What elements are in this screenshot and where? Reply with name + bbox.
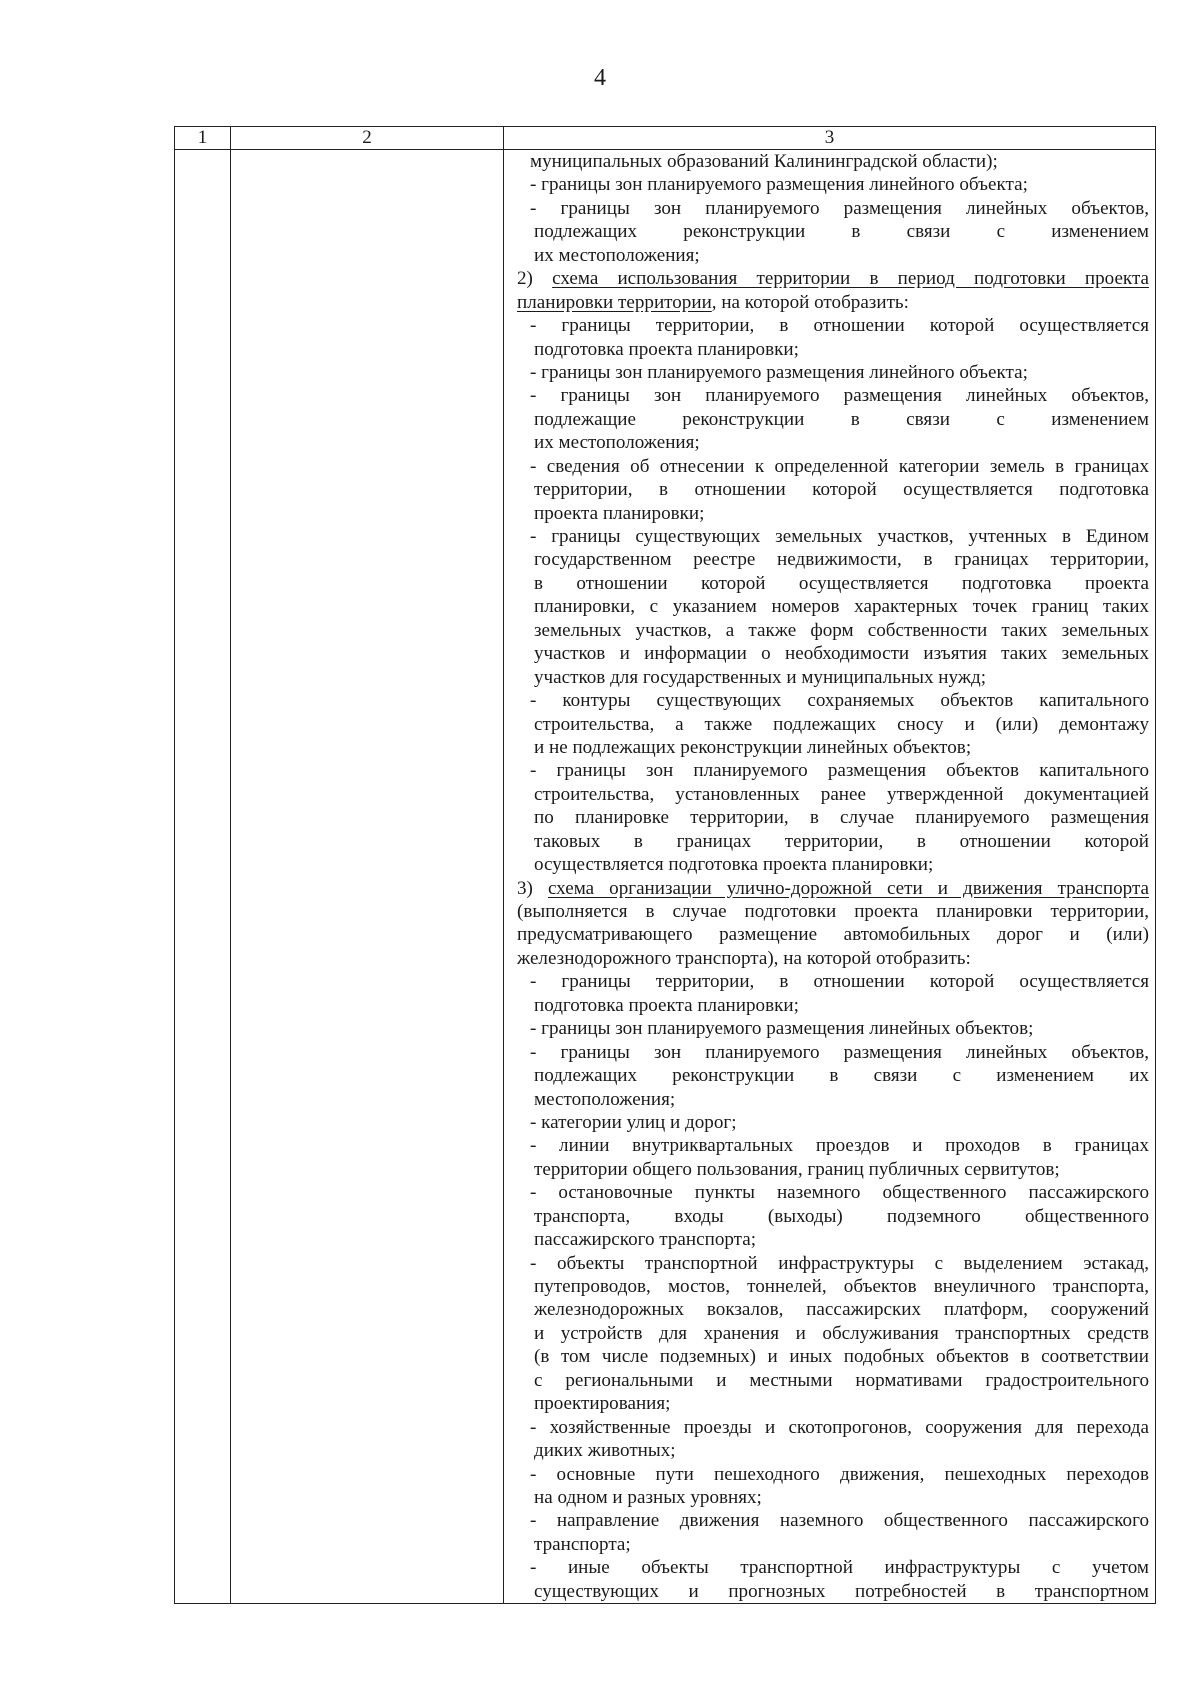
table-header-row bbox=[175, 127, 1156, 150]
text-line bbox=[517, 267, 1149, 290]
line-text: - границы территории, в отношении которой осуществляется bbox=[530, 315, 1149, 337]
column-header-2: 2 bbox=[231, 127, 504, 150]
line-text: строительства, а также подлежащих сносу и (или) демонтажу bbox=[534, 713, 1149, 735]
text-line bbox=[517, 431, 1149, 454]
text-line bbox=[517, 1158, 1149, 1181]
line-text: подготовка проекта планировки; bbox=[534, 338, 799, 360]
text-line bbox=[517, 1275, 1149, 1298]
text-line bbox=[517, 244, 1149, 267]
text-line bbox=[517, 994, 1149, 1017]
line-text: строительства, установленных ранее утвержденной документацией bbox=[534, 783, 1149, 805]
text-line bbox=[517, 1580, 1149, 1603]
line-text: железнодорожных вокзалов, пассажирских платформ, сооружений bbox=[534, 1299, 1149, 1321]
line-text: подлежащих реконструкции в связи с изменением их bbox=[534, 1065, 1149, 1087]
line-text: - границы зон планируемого размещения линейного объекта; bbox=[530, 361, 1028, 383]
text-line bbox=[517, 408, 1149, 431]
line-text: территории, в отношении которой осуществляется подготовка bbox=[534, 479, 1149, 501]
text-line bbox=[517, 291, 1149, 314]
text-line bbox=[517, 525, 1149, 548]
text-line bbox=[517, 689, 1149, 712]
text-line bbox=[517, 947, 1149, 970]
line-text: - линии внутриквартальных проездов и проходов в границах bbox=[530, 1135, 1149, 1157]
line-text: участков для государственных и муниципальных нужд; bbox=[534, 666, 987, 688]
line-text: проектирования; bbox=[534, 1393, 671, 1415]
line-text: подготовка проекта планировки; bbox=[534, 994, 799, 1016]
text-line bbox=[517, 1205, 1149, 1228]
text-line bbox=[517, 502, 1149, 525]
requirements-table bbox=[174, 126, 1156, 1604]
line-text: с региональными и местными нормативами градостроительного bbox=[534, 1369, 1149, 1391]
cell-col1 bbox=[175, 150, 231, 1604]
text-line bbox=[517, 806, 1149, 829]
text-line bbox=[517, 1111, 1149, 1134]
cell-col3-content bbox=[504, 150, 1155, 1603]
line-text: - сведения об отнесении к определенной категории земель в границах bbox=[530, 455, 1149, 477]
text-line bbox=[517, 666, 1149, 689]
text-line bbox=[517, 713, 1149, 736]
list-number: 3) bbox=[517, 877, 548, 899]
line-text: их местоположения; bbox=[534, 432, 700, 454]
line-text: транспорта, входы (выходы) подземного общественного bbox=[534, 1205, 1149, 1227]
text-line bbox=[517, 220, 1149, 243]
text-line bbox=[517, 830, 1149, 853]
line-text: путепроводов, мостов, тоннелей, объектов внеуличного транспорта, bbox=[534, 1276, 1149, 1297]
line-text: - границы зон планируемого размещения линейных объектов, bbox=[530, 1041, 1149, 1063]
text-line bbox=[517, 877, 1149, 900]
line-text: пассажирского транспорта; bbox=[534, 1229, 757, 1251]
text-line bbox=[517, 150, 1149, 173]
line-text: - границы зон планируемого размещения линейных объектов; bbox=[530, 1018, 1034, 1040]
text-line bbox=[517, 361, 1149, 384]
text-line bbox=[517, 1556, 1149, 1579]
line-text: транспорта; bbox=[534, 1533, 631, 1555]
text-line bbox=[517, 970, 1149, 993]
line-text: территории общего пользования, границ публичных сервитутов; bbox=[534, 1158, 1060, 1180]
column-header-1: 1 bbox=[175, 127, 231, 150]
line-text: - границы территории, в отношении которой осуществляется bbox=[530, 971, 1149, 993]
line-text: земельных участков, а также форм собственности таких земельных bbox=[534, 619, 1149, 641]
section-heading: планировки территории bbox=[517, 291, 712, 313]
text-line bbox=[517, 1228, 1149, 1251]
text-line bbox=[517, 1463, 1149, 1486]
line-text: подлежащие реконструкции в связи с изменением bbox=[534, 408, 1149, 430]
text-line bbox=[517, 1416, 1149, 1439]
text-line bbox=[517, 1369, 1149, 1392]
line-text: (выполняется в случае подготовки проекта планировки территории, bbox=[517, 901, 1149, 922]
text-line bbox=[517, 314, 1149, 337]
text-line bbox=[517, 1345, 1149, 1368]
line-text: - границы существующих земельных участков, учтенных в Едином bbox=[530, 526, 1149, 547]
line-text: - границы зон планируемого размещения линейных объектов, bbox=[530, 385, 1149, 407]
text-line bbox=[517, 1064, 1149, 1087]
text-line bbox=[517, 1486, 1149, 1509]
column-header-3: 3 bbox=[504, 127, 1156, 150]
text-line bbox=[517, 619, 1149, 642]
text-line bbox=[517, 1509, 1149, 1532]
section-heading: схема организации улично-дорожной сети и движения транспорта bbox=[547, 877, 1149, 899]
line-text: в отношении которой осуществляется подготовка проекта bbox=[534, 572, 1149, 594]
line-text: - хозяйственные проезды и скотопрогонов, сооружения для перехода bbox=[530, 1416, 1149, 1438]
line-text: таковых в границах территории, в отношении которой bbox=[534, 830, 1149, 852]
line-text: - границы зон планируемого размещения линейного объекта; bbox=[530, 174, 1028, 196]
page-number: 4 bbox=[594, 65, 606, 91]
text-line bbox=[517, 1533, 1149, 1556]
section-heading: схема использования территории в период подготовки проекта bbox=[552, 268, 1149, 290]
text-line bbox=[517, 455, 1149, 478]
text-line bbox=[517, 1088, 1149, 1111]
line-text: государственном реестре недвижимости, в границах территории, bbox=[534, 549, 1149, 571]
text-line bbox=[517, 548, 1149, 571]
text-line bbox=[517, 1252, 1149, 1275]
line-text: на одном и разных уровнях; bbox=[534, 1486, 762, 1508]
line-text: - направление движения наземного общественного пассажирского bbox=[530, 1510, 1149, 1532]
text-line bbox=[517, 1439, 1149, 1462]
line-text: - категории улиц и дорог; bbox=[530, 1111, 737, 1133]
line-text: и устройств для хранения и обслуживания транспортных средств bbox=[534, 1322, 1149, 1344]
text-line bbox=[517, 923, 1149, 946]
text-line bbox=[517, 572, 1149, 595]
line-text: диких животных; bbox=[534, 1440, 676, 1462]
line-text: - остановочные пункты наземного общественного пассажирского bbox=[530, 1182, 1149, 1204]
text-line bbox=[517, 595, 1149, 618]
text-line bbox=[517, 900, 1149, 923]
text-line bbox=[517, 1392, 1149, 1415]
line-text: железнодорожного транспорта), на которой отобразить: bbox=[517, 947, 971, 969]
line-text: по планировке территории, в случае планируемого размещения bbox=[534, 807, 1149, 829]
line-text: местоположения; bbox=[534, 1088, 676, 1110]
line-text: , на которой отобразить: bbox=[711, 291, 909, 313]
line-text: их местоположения; bbox=[534, 244, 700, 266]
line-text: - границы зон планируемого размещения объектов капитального bbox=[530, 760, 1149, 782]
line-text: - иные объекты транспортной инфраструктуры с учетом bbox=[530, 1557, 1149, 1579]
table-body-row bbox=[175, 150, 1156, 1604]
cell-col3 bbox=[504, 150, 1156, 1604]
line-text: существующих и прогнозных потребностей в транспортном bbox=[534, 1580, 1149, 1602]
text-line bbox=[517, 338, 1149, 361]
line-text: и не подлежащих реконструкции линейных объектов; bbox=[534, 736, 972, 758]
text-line bbox=[517, 1298, 1149, 1321]
list-number: 2) bbox=[517, 268, 553, 290]
text-line bbox=[517, 1181, 1149, 1204]
text-line bbox=[517, 197, 1149, 220]
text-line bbox=[517, 478, 1149, 501]
line-text: - объекты транспортной инфраструктуры с выделением эстакад, bbox=[530, 1252, 1149, 1274]
line-text: осуществляется подготовка проекта планировки; bbox=[534, 854, 934, 876]
line-text: проекта планировки; bbox=[534, 502, 705, 524]
line-text: - контуры существующих сохраняемых объектов капитального bbox=[530, 690, 1149, 712]
text-line bbox=[517, 736, 1149, 759]
line-text: (в том числе подземных) и иных подобных объектов в соответствии bbox=[534, 1346, 1149, 1368]
line-text: участков и информации о необходимости изъятия таких земельных bbox=[534, 643, 1149, 665]
text-line bbox=[517, 642, 1149, 665]
cell-col2 bbox=[231, 150, 504, 1604]
text-line bbox=[517, 783, 1149, 806]
text-line bbox=[517, 1134, 1149, 1157]
text-line bbox=[517, 1322, 1149, 1345]
line-text: муниципальных образований Калининградской области); bbox=[530, 151, 998, 172]
line-text: - границы зон планируемого размещения линейных объектов, bbox=[530, 197, 1149, 219]
text-line bbox=[517, 384, 1149, 407]
text-line bbox=[517, 853, 1149, 876]
text-line bbox=[517, 1017, 1149, 1040]
line-text: предусматривающего размещение автомобильных дорог и (или) bbox=[517, 924, 1149, 946]
line-text: планировки, с указанием номеров характерных точек границ таких bbox=[534, 596, 1149, 618]
line-text: подлежащих реконструкции в связи с изменением bbox=[534, 221, 1149, 243]
text-line bbox=[517, 1041, 1149, 1064]
text-line bbox=[517, 759, 1149, 782]
text-line bbox=[517, 173, 1149, 196]
line-text: - основные пути пешеходного движения, пешеходных переходов bbox=[530, 1463, 1149, 1485]
